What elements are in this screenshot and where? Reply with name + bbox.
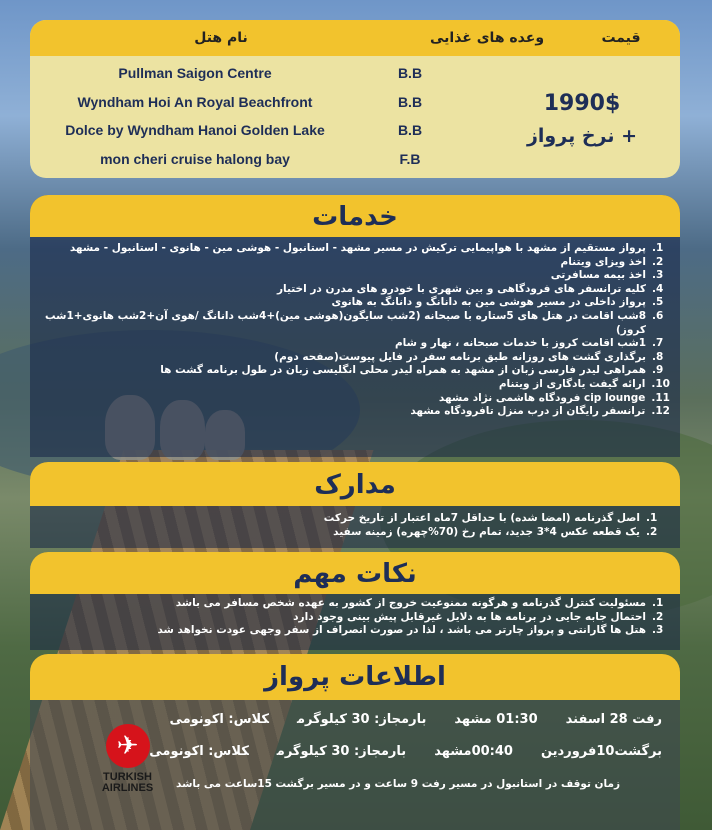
flight-section (30, 654, 680, 830)
list-item: 12. ترانسفر رایگان از درب منزل تافرودگاه مشهد (410, 405, 670, 418)
list-item: 1. اصل گذرنامه (امضا شده) با حداقل 7ماه اعتبار از تاریخ حرکت (323, 512, 658, 524)
flight-title: اطلاعات پرواز (30, 654, 680, 700)
price-note: + نرخ پرواز (526, 125, 637, 147)
price-amount: 1990$ (543, 91, 621, 116)
list-item: 2. اخذ ویزای ویتنام (560, 255, 664, 268)
list-item: 7. 1شب اقامت کروز با خدمات صبحانه ، نهار و شام (394, 337, 664, 350)
list-item: 2. یک قطعه عکس 4*3 جدید، تمام رخ (70%چهره) زمینه سفید (333, 525, 658, 538)
hotel-header: نام هتل (194, 30, 248, 46)
list-item: 5. پرواز داخلی در مسیر هوشی مین به دانانگ و دانانگ به هانوی (331, 296, 664, 309)
return-baggage: بارمجاز: 30 کیلوگرم (276, 744, 407, 759)
list-item: 1. مسئولیت کنترل گذرنامه و هرگونه ممنوعیت خروج از کشور به عهده شخص مسافر می باشد (175, 597, 664, 609)
list-item: 9. همراهی لیدر فارسی زبان از مشهد به همراه لیدر محلی انگلیسی زبان در طول برنامه گشت ها (160, 364, 664, 377)
meal-plan: B.B (397, 94, 423, 110)
hotel-name: Dolce by Wyndham Hanoi Golden Lake (65, 122, 325, 138)
list-item: 4. کلیه ترانسفر های فرودگاهی و بین شهری با خودرو های مدرن در اختیار (276, 282, 664, 295)
list-item: 6. 8شب اقامت در هتل های 5ستاره با صبحانه (2شب سایگون(هوشی مین)+4شب دانانگ /هوی آن+2شب هانوی+1شب کروز) (44, 309, 664, 336)
list-item: 3. اخذ بیمه مسافرتی (550, 269, 664, 282)
meal-plan: F.B (399, 151, 421, 167)
hotel-name: mon cheri cruise halong bay (100, 151, 290, 167)
list-item: 3. هتل ها گارانتی و پرواز چارتر می باشد ، لذا در صورت انصراف از سفر وجهی عودت نخواهد شد (157, 624, 664, 637)
outbound-flight (141, 712, 662, 727)
list-item: 11. cip lounge فرودگاه هاشمی نژاد مشهد (438, 391, 670, 404)
outbound-time: 01:30 مشهد (454, 712, 538, 727)
meal-plan: B.B (397, 122, 423, 138)
price-table (30, 20, 680, 178)
return-date: برگشت10فروردین (540, 744, 662, 759)
meal-plan: B.B (397, 65, 423, 81)
return-class: کلاس: اکونومی (149, 744, 249, 759)
notes-title: نکات مهم (30, 552, 680, 594)
meals-header: وعده های غذایی (429, 30, 545, 46)
hotel-name: Wyndham Hoi An Royal Beachfront (77, 94, 313, 110)
list-item: 8. برگذاری گشت های روزانه طبق برنامه سفر در فایل پیوست(صفحه دوم) (274, 350, 664, 363)
price-table-header (30, 20, 680, 56)
price-header: قیمت (601, 30, 641, 46)
turkish-airlines-logo: ✈ TURKISH AIRLINES (80, 724, 175, 794)
list-item: 10. ارائه گیفت یادگاری از ویتنام (498, 377, 670, 390)
outbound-baggage: بارمجاز: 30 کیلوگرم (296, 712, 427, 727)
notes-section (30, 552, 680, 650)
bird-icon: ✈ (106, 724, 150, 768)
services-title: خدمات (30, 195, 680, 237)
layover-note: زمان توقف در استانبول در مسیر رفت 9 ساعت و در مسیر برگشت 15ساعت می باشد (176, 778, 620, 790)
services-list (30, 237, 680, 419)
list-item: 1. پرواز مستقیم از مشهد با هواپیمایی ترکیش در مسیر مشهد - استانبول - هوشی مین - هانوی - استانبول - مشهد (69, 242, 664, 254)
notes-list (30, 594, 680, 638)
outbound-date: رفت 28 اسفند (565, 712, 662, 727)
outbound-class: کلاس: اکونومی (169, 712, 269, 727)
return-time: 00:40مشهد (434, 744, 513, 759)
price-value (492, 88, 672, 152)
services-section (30, 195, 680, 457)
list-item: 2. احتمال جابه جایی در برنامه ها به دلایل غیرقابل پیش بینی وجود دارد (293, 610, 664, 623)
documents-title: مدارک (30, 462, 680, 506)
documents-section (30, 462, 680, 548)
return-flight (121, 744, 662, 759)
documents-list (30, 506, 680, 539)
hotel-name: Pullman Saigon Centre (118, 65, 272, 81)
